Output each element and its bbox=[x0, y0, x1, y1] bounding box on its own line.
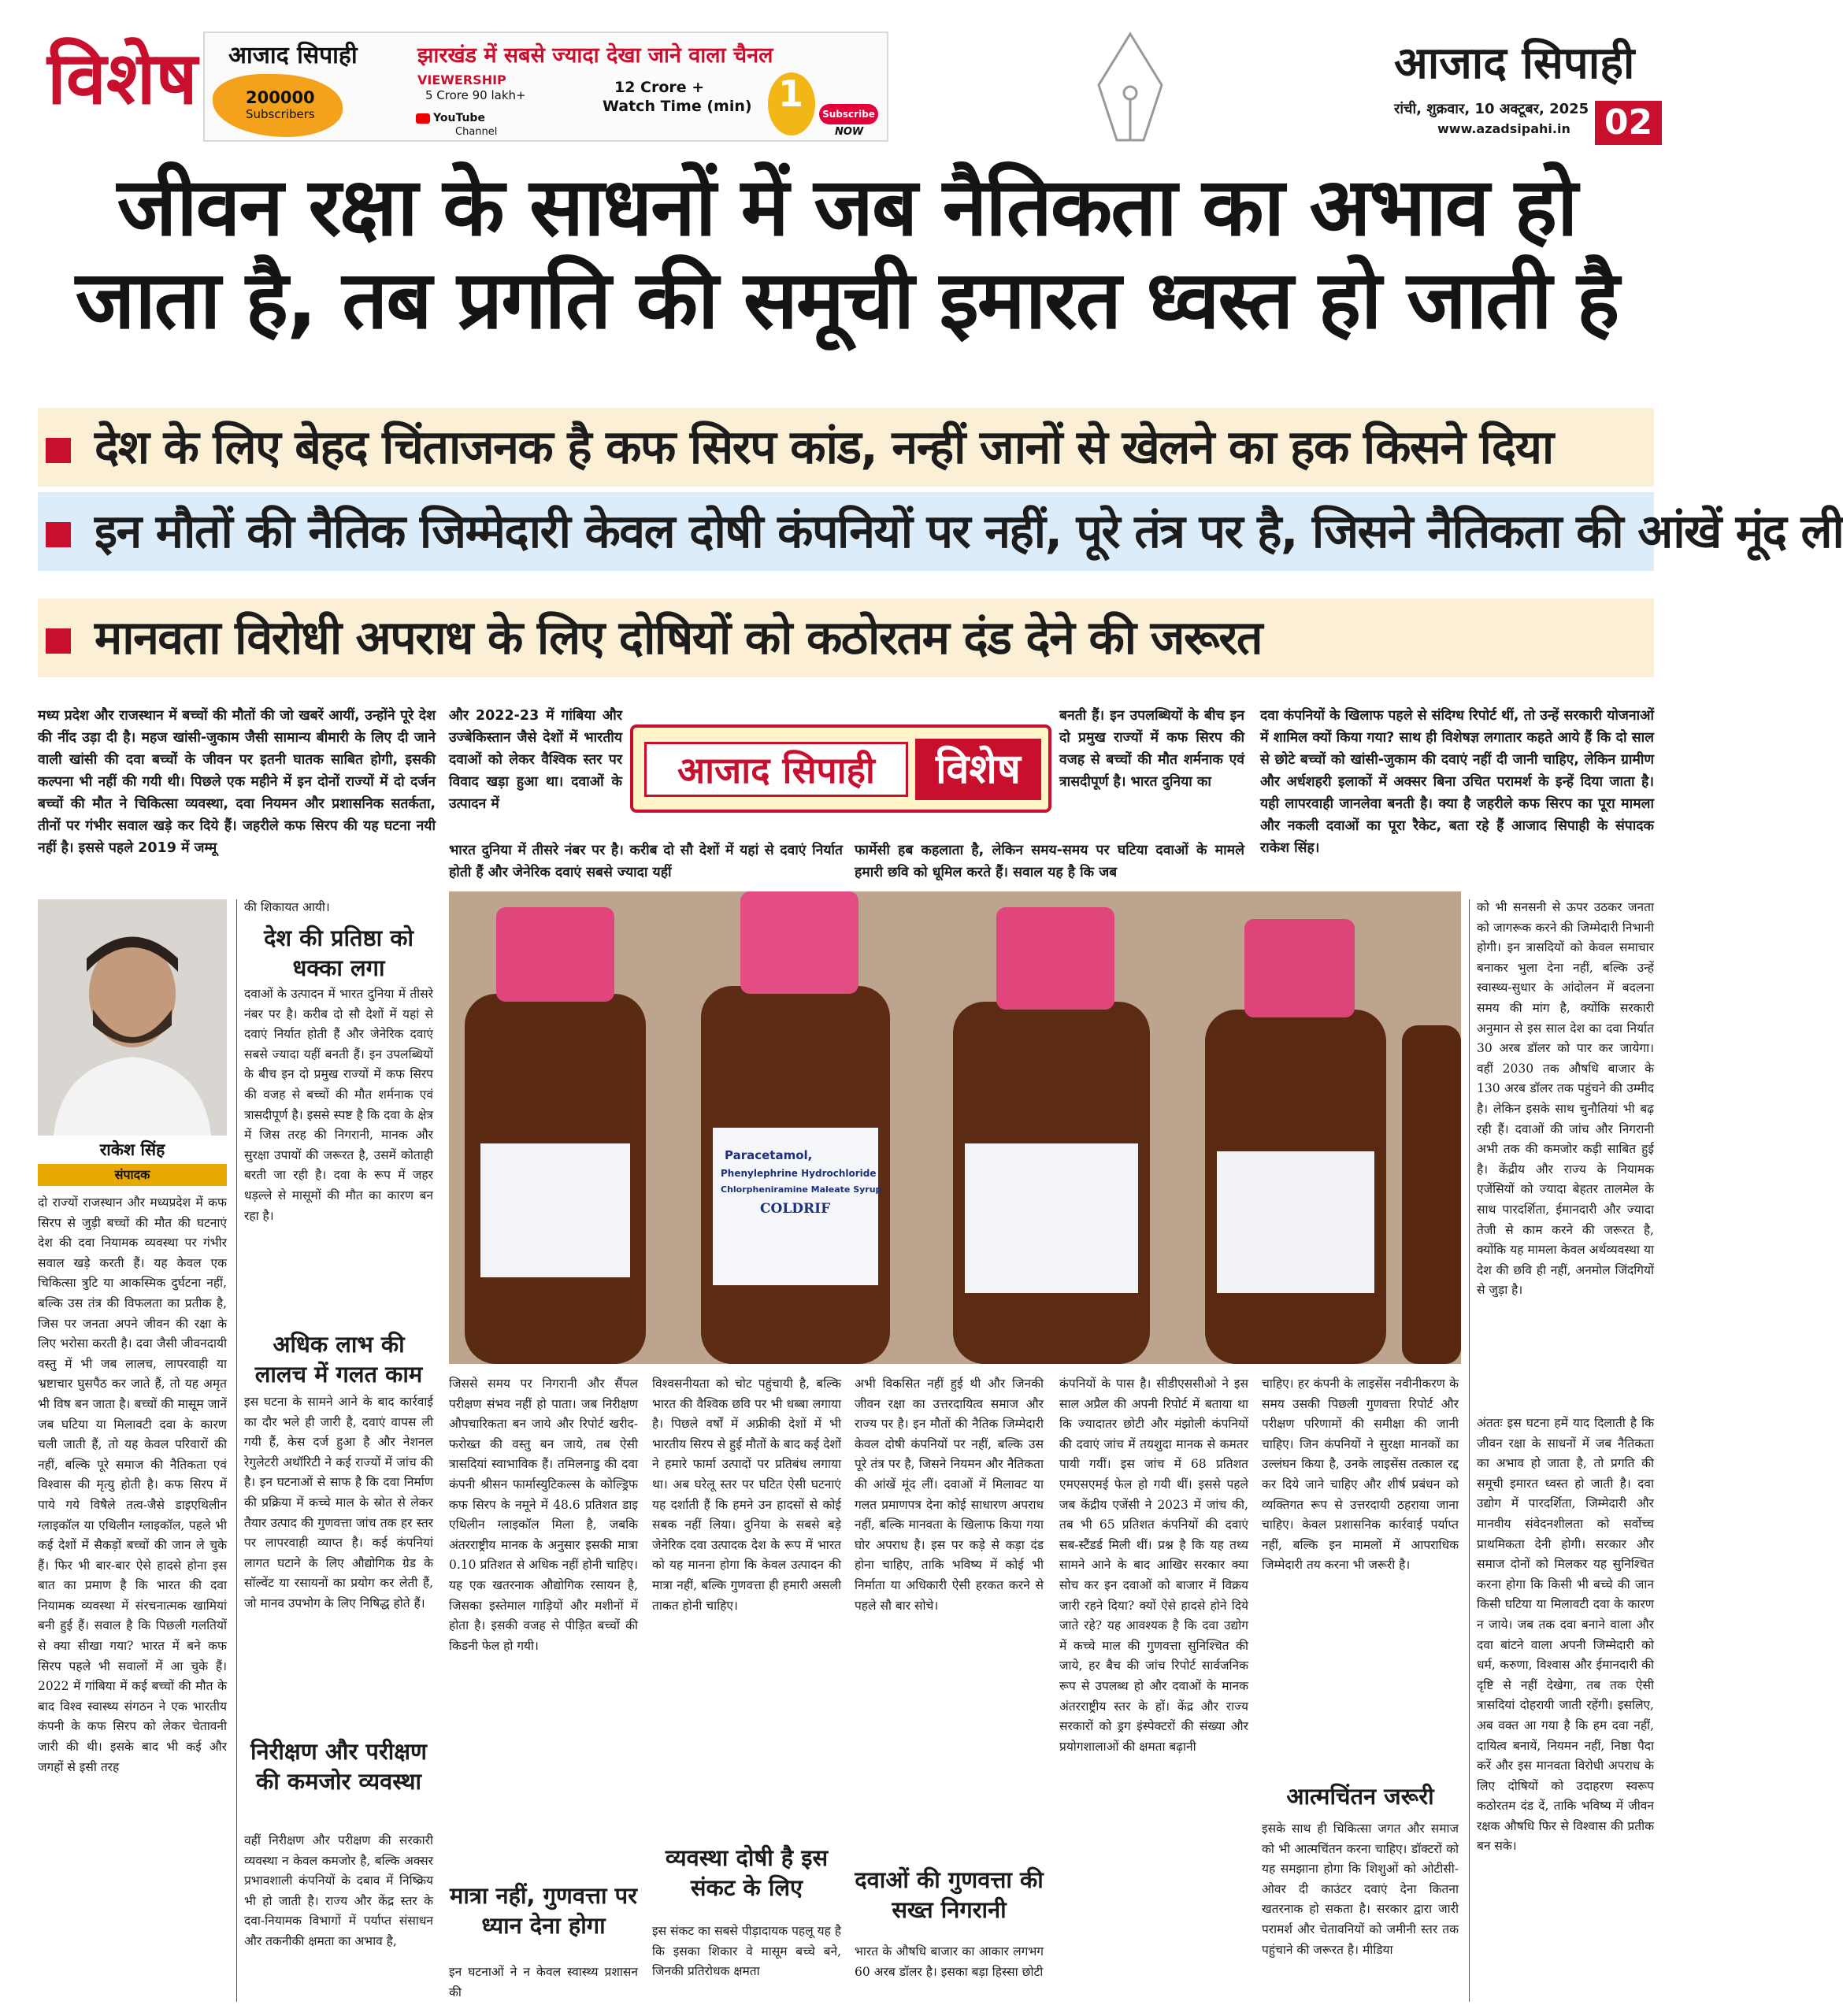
body-col-8: को भी सनसनी से ऊपर उठकर जनता को जागरूक करने की जिम्मेदारी निभानी होगी। इन त्रासदियों को केवल समाचार बनाकर भुला देना नहीं, बल्कि उन्हें स्वास्थ्य-सुधार के आंदोलन में बदलना समय की मांग है, क्योंकि सरकारी अनुमान से इस साल देश का दवा निर्यात 30 अरब डॉलर को पार कर जायेगा। वहीं 2030 तक औषधि बाजार के 130 अरब डॉलर तक पहुंचने की उम्मीद है। लेकिन इसके साथ चुनौतियां भी बढ़ रही हैं। दवाओं की जांच और निगरानी अभी तक की कमजोर कड़ी साबित हुई है। केंद्रीय और राज्य के नियामक एजेंसियों को ज्यादा बेहतर तालमेल के साथ पारदर्शिता, ईमानदारी और ज्यादा तेजी से काम करने की जरूरत है, क्योंकि यह मामला केवल अर्थव्यवस्था या देश की छवि ही नहीं, अनमोल जिंदगियों से जुड़ा है। bbox=[1477, 900, 1654, 1298]
vishesh-badge bbox=[630, 724, 1051, 813]
body-col-2b: दवाओं के उत्पादन में भारत दुनिया में तीसरे नंबर पर है। करीब दो सौ देशों में यहां से दवाएं निर्यात होती हैं और जेनेरिक दवाएं सबसे ज्यादा यहीं बनती हैं। इन उपलब्धियों के बीच इन दो प्रमुख राज्यों में कफ सिरप की वजह से बच्चों की मौत शर्मनाक एवं त्रासदीपूर्ण है। इससे स्पष्ट है कि दवा के क्षेत्र में जिस तरह की निगरानी, मानक और सुरक्षा उपायों की जरूरत है, उसमें कोताही बरती जा रही है। दवा के रूप में जहर धड़ल्ले से मासूमों की मौत का कारण बन रहा है। bbox=[244, 987, 433, 1223]
page-number: 02 bbox=[1595, 101, 1662, 145]
deck-3-text: मानवता विरोधी अपराध के लिए दोषियों को कठोरतम दंड देने की जरूरत bbox=[95, 610, 1262, 665]
body-col-5b: भारत के औषधि बाजार का आकार लगभग 60 अरब डॉलर है। इसका बड़ा हिस्सा छोटी bbox=[855, 1944, 1044, 1979]
subhead-3: निरीक्षण और परीक्षण की कमजोर व्यवस्था bbox=[250, 1738, 428, 1795]
body-col-6: कंपनियों के पास है। सीडीएससीओ ने इस साल अप्रैल की अपनी रिपोर्ट में बताया था कि ज्यादातर छोटी और मंझोली कंपनियों की दवाएं जांच में तयशुदा मानक से कमतर पायी गयीं। इस जांच में 68 प्रतिशत एमएसएमई फेल हो गयी थीं। इससे पहले जब केंद्रीय एजेंसी ने 2023 में जांच की, तब भी 65 प्रतिशत कंपनियों की दवाएं सब-स्टैंडर्ड मिली थीं। प्रश्न है कि यह तथ्य सामने आने के बाद आखिर सरकार क्या सोच कर इन दवाओं को बाजार में विक्रय जारी रहने दिया? क्यों ऐसे हादसे होने दिये जाते रहे? यह आवश्यक है कि दवा उद्योग में कच्चे माल की गुणवत्ता सुनिश्चित की जाये, हर बैच की जांच रिपोर्ट सार्वजनिक रूप से उपलब्ध हो और दवाओं के मानक अंतरराष्ट्रीय स्तर के हों। केंद्र और राज्य सरकारों को ड्रग इंस्पेक्टरों की संख्या और प्रयोगशालाओं की क्षमता बढ़ानी bbox=[1059, 1377, 1248, 1754]
deck-2-text: इन मौतों की नैतिक जिम्मेदारी केवल दोषी कंपनियों पर नहीं, पूरे तंत्र पर है, जिसने नैतिकता की आंखें मूंद ली bbox=[95, 504, 1843, 558]
body-col-2d: वहीं निरीक्षण और परीक्षण की सरकारी व्यवस्था न केवल कमजोर है, बल्कि अक्सर प्रभावशाली कंपनियों के दबाव में निष्क्रिय भी हो जाती है। राज्य और केंद्र स्तर के दवा-नियामक विभागों में पर्याप्त संसाधन और तकनीकी क्षमता का अभाव है, bbox=[244, 1833, 433, 1948]
body-col-3: जिससे समय पर निगरानी और सैंपल परीक्षण संभव नहीं हो पाता। जब निरीक्षण औपचारिकता बन जाये और रिपोर्ट खरीद-फरोख्त की वस्तु बन जाये, तब ऐसी त्रासदियां स्वाभाविक हैं। तमिलनाडु की दवा कंपनी श्रीसन फार्मास्युटिकल्स के कोल्ड्रिफ कफ सिरप के नमूने में 48.6 प्रतिशत डाइ एथिलीन ग्लाइकॉल मिला है, जबकि अंतरराष्ट्रीय मानक के अनुसार इसकी मात्रा 0.10 प्रतिशत से अधिक नहीं होनी चाहिए। यह एक खतरनाक औद्योगिक रसायन है, जिसका इस्तेमाल गाड़ियों और मशीनों में होता है। इसकी वजह से पीड़ित बच्चों की किडनी फेल हो गयी। bbox=[449, 1377, 638, 1653]
headline-line-2: जाता है, तब प्रगति की समूची इमारत ध्वस्त हो जाती है bbox=[75, 254, 1619, 347]
bullet-square-icon bbox=[46, 628, 71, 654]
intro-col-3b: फार्मेसी हब कहलाता है, लेकिन समय-समय पर घटिया दवाओं के मामले हमारी छवि को धूमिल करते हैं। सवाल यह है कि जब bbox=[855, 843, 1244, 880]
ad-youtube-label: YouTube bbox=[433, 112, 485, 124]
cough-syrup-bottles-photo bbox=[449, 891, 1461, 1364]
subhead-7: आत्मचिंतन जरूरी bbox=[1286, 1783, 1434, 1810]
subhead-6: दवाओं की गुणवत्ता की सख्त निगरानी bbox=[855, 1866, 1044, 1923]
intro-col-3a: बनती हैं। इन उपलब्धियों के बीच इन दो प्रमुख राज्यों में कफ सिरप की वजह से बच्चों की मौत शर्मनाक एवं त्रासदीपूर्ण है। भारत दुनिया का bbox=[1059, 708, 1244, 790]
deck-1 bbox=[38, 408, 1654, 487]
intro-col-4: दवा कंपनियों के खिलाफ पहले से संदिग्ध रिपोर्ट थीं, तो उन्हें सरकारी योजनाओं में शामिल क्यों किया गया? साथ ही विशेषज्ञ लगातार कहते आये हैं कि दो साल से छोटे बच्चों को खांसी-जुकाम की दवाएं नहीं दी जानी चाहिए, लेकिन ग्रामीण और अर्धशहरी इलाकों में अक्सर बिना उचित परामर्श के इन्हें दिया जाता है। यही लापरवाही जानलेवा बनती है। क्या है जहरीले कफ सिरप का पूरा मामला और नकली दवाओं का पूरा रैकेट, बता रहे हैं आजाद सिपाही के संपादक राकेश सिंह। bbox=[1260, 708, 1654, 856]
pen-nib-icon bbox=[1087, 30, 1174, 148]
editor-photo bbox=[38, 899, 227, 1136]
deck-1-text: देश के लिए बेहद चिंताजनक है कफ सिरप कांड, नन्हीं जानों से खेलने का हक किसने दिया bbox=[95, 420, 1553, 474]
intro-col-1: मध्य प्रदेश और राजस्थान में बच्चों की मौतों की जो खबरें आयीं, उन्होंने पूरे देश की नींद उड़ा दी है। महज खांसी-जुकाम जैसी सामान्य बीमारी के लिए दी जाने वाली खांसी की दवा बच्चों के जीवन पर इतनी घातक साबित होगी, इसकी कल्पना भी नहीं की गयी थी। पिछले एक महीने में इन दोनों राज्यों में दो दर्जन बच्चों की मौत ने चिकित्सा व्यवस्था, दवा नियमन और प्रशासनिक सतर्कता, तीनों पर गंभीर सवाल खड़े कर दिये हैं। जहरीले कफ सिरप की यह घटना नयी नहीं है। इससे पहले 2019 में जम्मू bbox=[38, 708, 436, 856]
bullet-square-icon bbox=[46, 522, 71, 547]
body-col-5: अभी विकसित नहीं हुई थी और जिनकी जीवन रक्षा का उत्तरदायित्व समाज और राज्य पर है। इन मौतों की नैतिक जिम्मेदारी केवल दोषी कंपनियों पर नहीं, बल्कि उस पूरे तंत्र पर है, जिसने नियमन और नैतिकता की आंखें मूंद लीं। दवाओं में मिलावट या गलत प्रमाणपत्र देना कोई साधारण अपराध नहीं, बल्कि मानवता के खिलाफ किया गया घोर अपराध है। इस पर कड़े से कड़ा दंड होना चाहिए, ताकि भविष्य में कोई भी निर्माता या अधिकारी ऐसी हरकत करने से पहले सौ बार सोचे। bbox=[855, 1377, 1044, 1613]
label-drug-1: Paracetamol, bbox=[725, 1148, 813, 1162]
body-col-8b: अंततः इस घटना हमें याद दिलाती है कि जीवन रक्षा के साधनों में जब नैतिकता का अभाव हो जाता है, तो प्रगति की समूची इमारत ध्वस्त हो जाती है। दवा उद्योग में पारदर्शिता, जिम्मेदारी और मानवीय संवेदनशीलता को सर्वोच्च प्राथमिकता देनी होगी। सरकार और समाज दोनों को मिलकर यह सुनिश्चित करना होगा कि किसी भी बच्चे की जान किसी घटिया या मिलावटी दवा के कारण न जाये। जब तक दवा बनाने वाला और दवा बांटने वाला अपनी जिम्मेदारी को धर्म, करुणा, विश्वास और ईमानदारी की दृष्टि से नहीं देखेगा, तब तक ऐसी त्रासदियां दोहरायी जाती रहेंगी। इसलिए, अब वक्त आ गया है कि हम दवा नहीं, दायित्व बनायें, नियमन नहीं, निष्ठा पैदा करें और इस मानवता विरोधी अपराध के लिए दोषियों को उदाहरण स्वरूप कठोरतम दंड दें, ताकि भविष्य में जीवन रक्षक औषधि फिर से विश्वास की प्रतीक बन सके। bbox=[1477, 1416, 1654, 1854]
ad-now-label: NOW bbox=[835, 126, 864, 138]
subscribe-button[interactable]: Subscribe bbox=[819, 104, 878, 124]
bullet-square-icon bbox=[46, 438, 71, 463]
editor-title: संपादक bbox=[38, 1164, 227, 1186]
body-col-1: दो राज्यों राजस्थान और मध्यप्रदेश में कफ सिरप से जुड़ी बच्चों की मौत की घटनाएं देश की दवा नियामक व्यवस्था पर गंभीर सवाल खड़े करती हैं। यह केवल एक चिकित्सा त्रुटि या आकस्मिक दुर्घटना नहीं, बल्कि उस तंत्र की विफलता का प्रतीक है, जिस पर जनता अपने जीवन की रक्षा के लिए भरोसा करती है। दवा जैसी जीवनदायी वस्तु में भी जब लालच, लापरवाही या भ्रष्टाचार घुसपैठ कर जाते हैं, तो यह अमृत भी विष बन जाता है। बच्चों की मासूम जानें जब घटिया या मिलावटी दवा के कारण चली जाती हैं, तो यह केवल परिवारों की नहीं, बल्कि पूरे समाज की नैतिकता एवं विश्वास की मृत्यु होती है। कफ सिरप में पाये गये विषैले तत्व-जैसे डाइएथिलीन ग्लाइकॉल या एथिलीन ग्लाइकॉल, पहले भी कई देशों में सैकड़ों बच्चों की जान ले चुके हैं। फिर भी बार-बार ऐसे हादसे होना इस बात का प्रमाण है कि भारत की दवा नियामक व्यवस्था में संरचनात्मक खामियां बनी हुई हैं। सवाल है कि पिछली गलतियों से क्या सीखा गया? भारत में बने कफ सिरप पहले भी सवालों में आ चुके हैं। 2022 में गांबिया में कई बच्चों की मौत के बाद विश्व स्वास्थ्य संगठन ने एक भारतीय कंपनी के कफ सिरप को लेकर चेतावनी जारी की थी। इसके बाद भी कई और जगहों से इसी तरह bbox=[38, 1195, 227, 1774]
ad-tagline: झारखंड में सबसे ज्यादा देखा जाने वाला चैनल bbox=[417, 43, 773, 68]
ad-channel-label: Channel bbox=[455, 126, 498, 138]
body-col-2a: की शिकायत आयी। bbox=[244, 900, 330, 914]
subhead-5: व्यवस्था दोषी है इस संकट के लिए bbox=[665, 1844, 829, 1901]
deck-3 bbox=[38, 598, 1654, 677]
subhead-4: मात्रा नहीं, गुणवत्ता पर ध्यान देना होगा bbox=[450, 1882, 637, 1939]
body-col-3b: इन घटनाओं ने न केवल स्वास्थ्य प्रशासन की bbox=[449, 1965, 638, 1999]
column-rule bbox=[236, 899, 237, 2002]
body-col-7b: इसके साथ ही चिकित्सा जगत और समाज को भी आत्मचिंतन करना चाहिए। डॉक्टरों को यह समझाना होगा कि शिशुओं को ओटीसी-ओवर दी काउंटर दवाएं देना कितना खतरनाक हो सकता है। सरकार द्वारा जारी परामर्श और चेतावनियों को जमीनी स्तर तक पहुंचाने की जरूरत है। मीडिया bbox=[1262, 1821, 1459, 1957]
ad-viewership-label: VIEWERSHIP bbox=[417, 72, 506, 87]
body-col-4b: इस संकट का सबसे पीड़ादायक पहलू यह है कि इसका शिकार वे मासूम बच्चे बने, जिनकी प्रतिरोधक क्षमता bbox=[652, 1924, 841, 1979]
ad-subscribers-count: 200000 bbox=[246, 88, 315, 107]
section-logo: विशेष bbox=[47, 36, 198, 120]
newspaper-name: आजाद सिपाही bbox=[1394, 38, 1635, 89]
subhead-2: अधिक लाभ की लालच में गलत काम bbox=[254, 1331, 423, 1388]
channel-ad-banner[interactable] bbox=[203, 32, 888, 142]
body-col-7: चाहिए। हर कंपनी के लाइसेंस नवीनीकरण के समय उसकी पिछली गुणवत्ता रिपोर्ट और परीक्षण परिणामों की समीक्षा की जानी चाहिए। जिन कंपनियों ने सुरक्षा मानकों का उल्लंघन किया है, उनके लाइसेंस तत्काल रद्द कर दिये जाने चाहिए और शीर्ष प्रबंधन को व्यक्तिगत रूप से उत्तरदायी ठहराया जाना चाहिए। केवल प्रशासनिक कार्रवाई पर्याप्त नहीं, बल्कि इन मामलों में आपराधिक जिम्मेदारी तय करना भी जरूरी है। bbox=[1262, 1377, 1459, 1573]
ad-brand: आजाद सिपाही bbox=[228, 42, 358, 69]
editor-name: राकेश सिंह bbox=[99, 1140, 165, 1159]
column-rule bbox=[1469, 899, 1470, 2002]
badge-paper-name: आजाद सिपाही bbox=[644, 742, 908, 797]
masthead bbox=[0, 0, 1690, 150]
label-drug-3: Chlorpheniramine Maleate Syrup bbox=[721, 1184, 882, 1195]
syrup-bottle-icon bbox=[449, 891, 1461, 1364]
website-link[interactable]: www.azadsipahi.in bbox=[1437, 121, 1570, 136]
intro-col-2a: और 2022-23 में गांबिया और उज्बेकिस्तान जैसे देशों में भारतीय दवाओं को लेकर वैश्विक स्तर पर विवाद खड़ा हुआ था। दवाओं के उत्पादन में bbox=[449, 708, 622, 812]
label-brand: COLDRIF bbox=[760, 1201, 831, 1217]
headline-line-1: जीवन रक्षा के साधनों में जब नैतिकता का अभाव हो bbox=[117, 161, 1577, 254]
editor-portrait-icon bbox=[38, 899, 227, 1136]
deck-2 bbox=[38, 492, 1843, 571]
label-drug-2: Phenylephrine Hydrochloride bbox=[721, 1168, 877, 1179]
intro-col-2b: भारत दुनिया में तीसरे नंबर पर है। करीब दो सौ देशों में यहां से दवाएं निर्यात होती हैं और जेनेरिक दवाएं सबसे ज्यादा यहीं bbox=[449, 843, 843, 880]
issue-date: रांची, शुक्रवार, 10 अक्टूबर, 2025 bbox=[1394, 101, 1589, 117]
subhead-1: देश की प्रतिष्ठा को धक्का लगा bbox=[263, 925, 414, 981]
badge-vishesh: विशेष bbox=[915, 739, 1041, 800]
ad-subscribers-label: Subscribers bbox=[246, 107, 315, 121]
body-col-4: विश्वसनीयता को चोट पहुंचायी है, बल्कि भारत की वैश्विक छवि पर भी धब्बा लगाया है। पिछले वर्षों में अफ्रीकी देशों में भी भारतीय सिरप से हुई मौतों के बाद कई देशों ने हमारे फार्मा उत्पादों पर प्रतिबंध लगाया था। अब घरेलू स्तर पर घटित ऐसी घटनाएं यह दर्शाती हैं कि हमने उन हादसों से कोई सबक नहीं लिया। दुनिया के सबसे बड़े जेनेरिक दवा उत्पादक देश के रूप में भारत को यह मानना होगा कि केवल उत्पादन की मात्रा नहीं, बल्कि गुणवत्ता ही हमारी असली ताकत होनी चाहिए। bbox=[652, 1377, 841, 1613]
youtube-icon bbox=[416, 113, 430, 124]
body-col-2c: इस घटना के सामने आने के बाद कार्रवाई का दौर भले ही जारी है, दवाएं वापस ली गयी हैं, केस दर्ज हुआ है और नेशनल रेगुलेटरी अथॉरिटी ने कई राज्यों में जांच की है। इन घटनाओं से साफ है कि दवा निर्माण की प्रक्रिया में कच्चे माल के स्रोत से लेकर तैयार उत्पाद की गुणवत्ता जांच तक हर स्तर पर लापरवाही व्याप्त है। कई कंपनियां लागत घटाने के लिए औद्योगिक ग्रेड के सॉल्वेंट या रसायनों का प्रयोग कर लेती हैं, जो मानव उपभोग के लिए निषिद्ध होते हैं। bbox=[244, 1395, 433, 1610]
ad-viewership-value: 5 Crore 90 lakh+ bbox=[425, 88, 526, 102]
main-headline bbox=[32, 161, 1662, 347]
ad-watch-time-value: 12 Crore + bbox=[614, 79, 705, 96]
rank-badge-number: 1 bbox=[778, 72, 804, 115]
ad-watch-time-label: Watch Time (min) bbox=[603, 98, 752, 115]
